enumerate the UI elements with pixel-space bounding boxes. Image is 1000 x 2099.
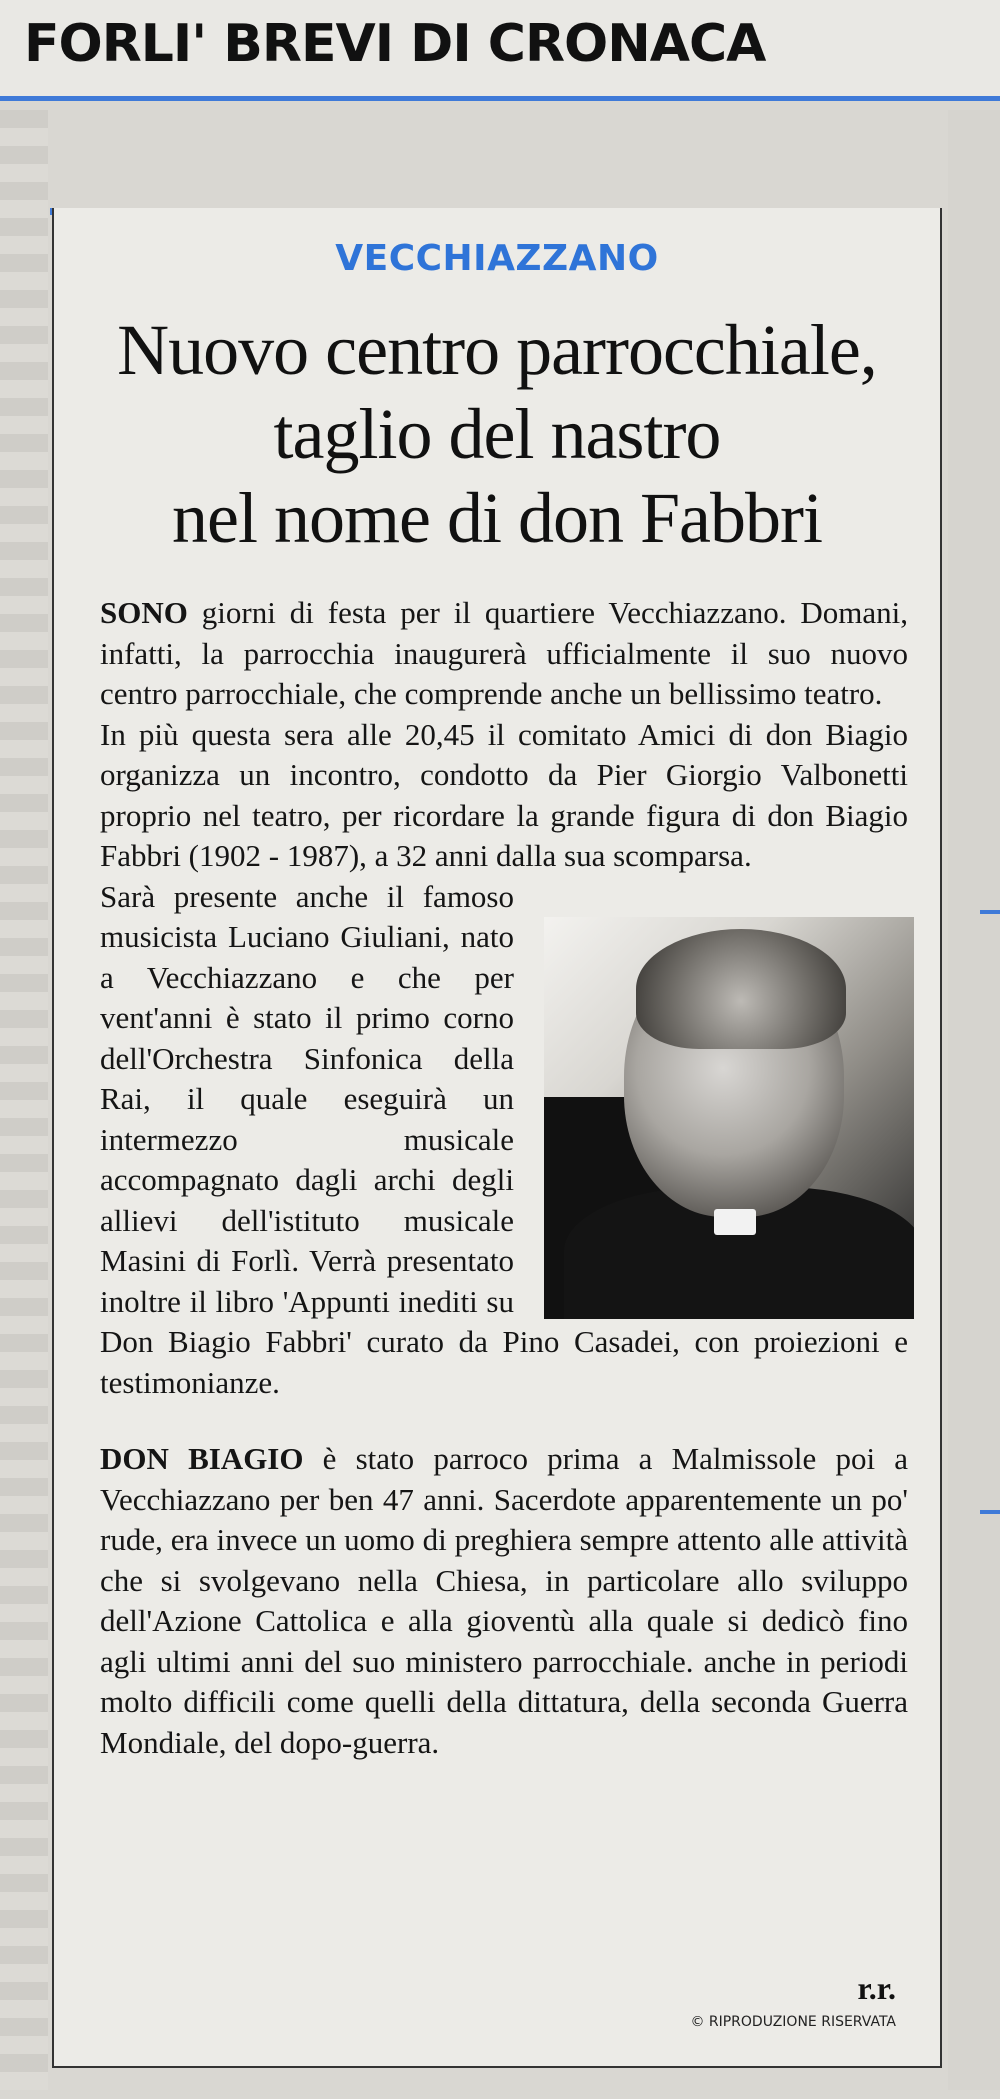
lead-word-2: DON BIAGIO [100,1441,304,1476]
section-title: FORLI' BREVI DI CRONACA [24,14,766,74]
headline-line: taglio del nastro [273,394,721,474]
paragraph-4 [100,1439,908,1763]
header-rule [0,96,1000,101]
author-signature: r.r. [857,1970,896,2006]
headline-line: Nuovo centro parrocchiale, [117,310,877,390]
section-header [0,0,1000,96]
article-body [100,593,908,1763]
adjacent-column-left [0,110,48,2090]
paragraph-4-text: è stato parroco prima a Malmissole poi a Vecchiazzano per ben 47 anni. Sacerdote apparentemente un po' rude, era invece un uomo di preghiera sempre attento alle attività che si svolgevano nella Chiesa, in particolare allo sviluppo dell'Azione Cattolica e alla gioventù alla quale si dedicò fino agli ultimi anni del suo ministero parrocchiale. anche in periodi molto difficili come quelli della dittatura, della seconda Guerra Mondiale, del dopo-guerra. [100,1441,908,1760]
headline-line: nel nome di don Fabbri [172,478,822,558]
paragraph-3: Sarà presente anche il famoso musicista Luciano Giuliani, nato a Vecchiazzano e che per vent'anni è stato il primo corno dell'Orchestra Sinfonica della Rai, il quale eseguirà un intermezzo musicale accompagnato dagli archi degli allievi dell'istituto musicale Masini di Forlì. Verrà presentato inoltre il libro 'Appunti inediti su Don Biagio Fabbri' curato da Pino Casadei, con proiezioni e testimonianze. [100,878,908,1400]
article-box [52,208,942,2068]
adjacent-column-right [948,110,1000,2090]
copyright-notice: © RIPRODUZIONE RISERVATA [690,2014,896,2030]
portrait-photo [544,917,914,1319]
lead-word: SONO [100,595,188,630]
article-headline [54,308,940,560]
adjacent-rule [980,1510,1000,1514]
paragraph-2: In più questa sera alle 20,45 il comitato Amici di don Biagio organizza un incontro, condotto da Pier Giorgio Valbonetti proprio nel teatro, per ricordare la grande figura di don Biagio Fabbri (1902 - 1987), a 32 anni dalla sua scomparsa. [100,716,908,873]
paragraph-1-text: giorni di festa per il quartiere Vecchiazzano. Domani, infatti, la parrocchia inaugurerà ufficialmente il suo nuovo centro parrocchiale, che comprende anche un bellissimo teatro. [100,595,908,711]
article-kicker: VECCHIAZZANO [335,238,659,279]
adjacent-rule [980,910,1000,914]
paragraph-1 [100,593,908,715]
